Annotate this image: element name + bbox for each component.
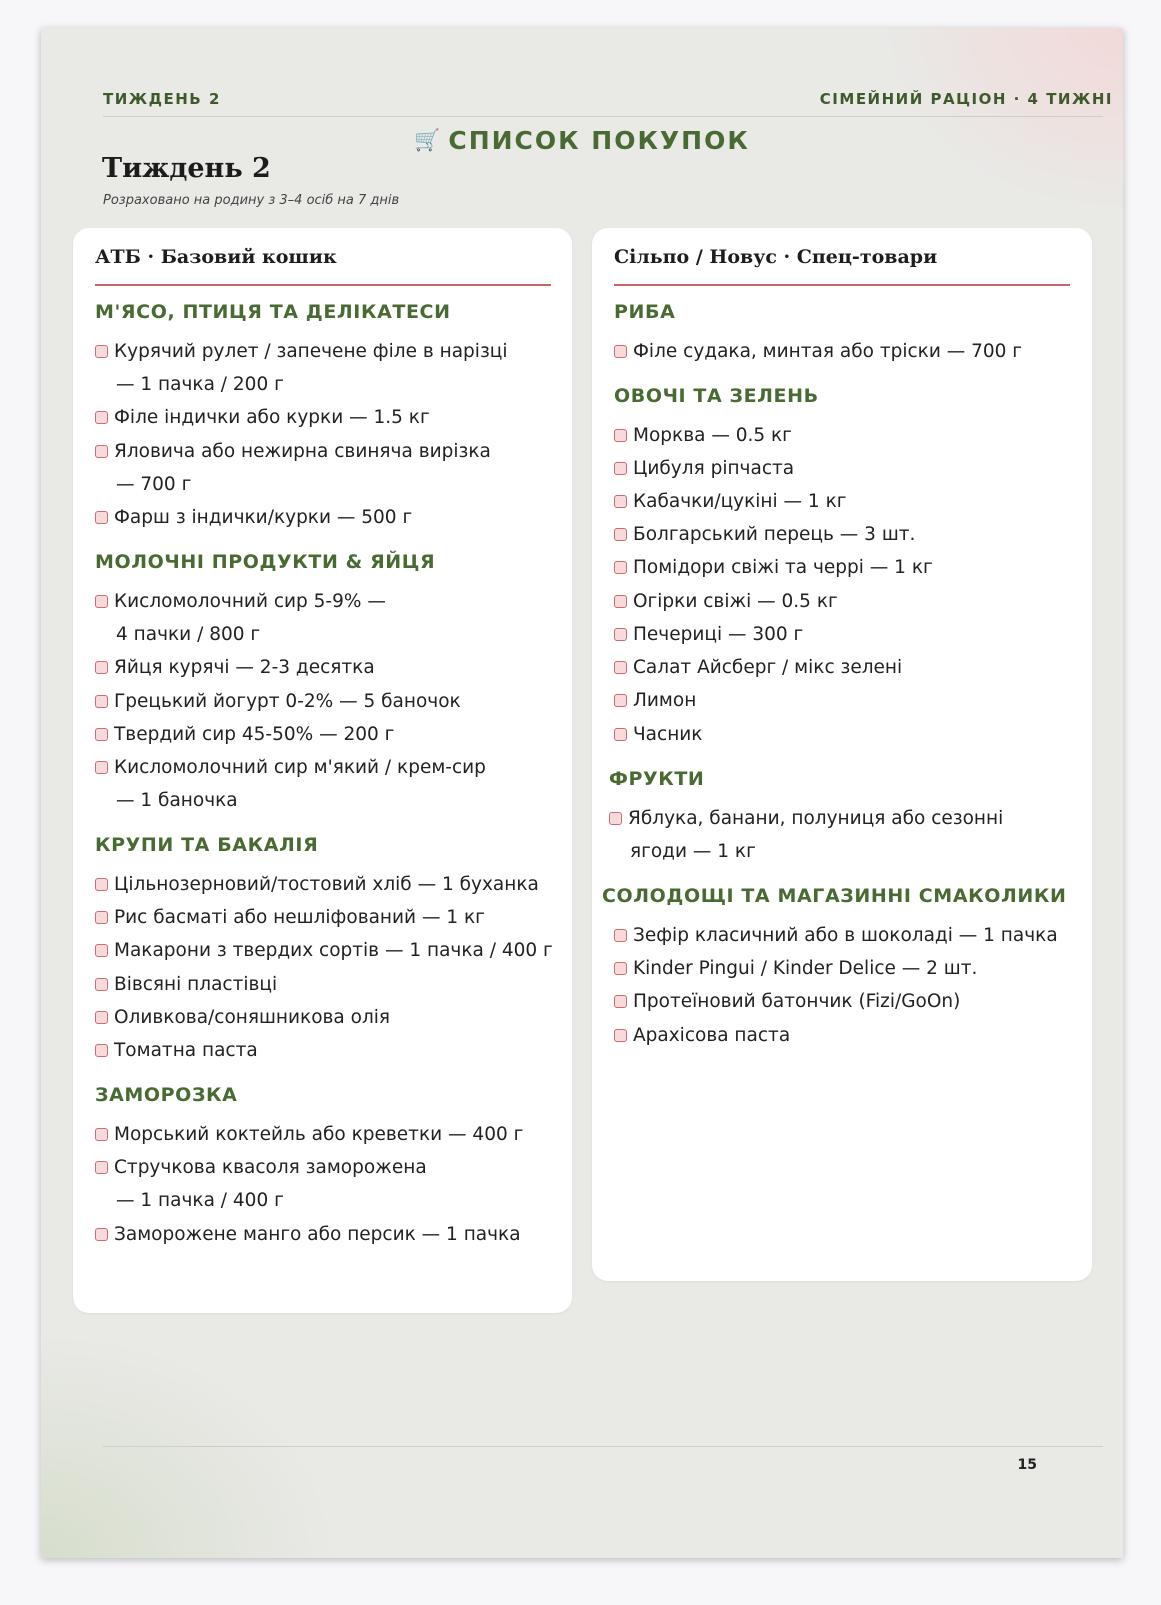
- page-title: [41, 126, 1123, 155]
- checkbox-icon[interactable]: [614, 694, 627, 707]
- checkbox-icon[interactable]: [614, 345, 627, 358]
- checkbox-icon[interactable]: [614, 462, 627, 475]
- section-heading: М'ЯСО, ПТИЦЯ ТА ДЕЛІКАТЕСИ: [95, 301, 451, 323]
- checkbox-icon[interactable]: [95, 345, 108, 358]
- list-item-text: Цільнозерновий/тостовий хліб — 1 буханка: [114, 874, 539, 895]
- card-title-underline: [95, 284, 551, 286]
- checkbox-icon[interactable]: [95, 1161, 108, 1174]
- list-item-text: Часник: [633, 724, 703, 745]
- list-item-continuation: ягоди — 1 кг: [630, 841, 756, 862]
- subtitle: Розраховано на родину з 3–4 осіб на 7 днів: [103, 193, 400, 208]
- list-item[interactable]: [614, 1025, 790, 1046]
- list-item[interactable]: [95, 691, 461, 712]
- checkbox-icon[interactable]: [95, 511, 108, 524]
- checkbox-icon[interactable]: [95, 728, 108, 741]
- running-header-right: СІМЕЙНИЙ РАЦІОН · 4 ТИЖНІ: [819, 90, 1113, 108]
- list-item-continuation: — 1 пачка / 200 г: [116, 374, 284, 395]
- list-item-text: Цибуля ріпчаста: [633, 458, 795, 479]
- list-item[interactable]: [614, 624, 803, 645]
- list-item-text: Макарони з твердих сортів — 1 пачка / 400 г: [114, 940, 553, 961]
- checkbox-icon[interactable]: [614, 429, 627, 442]
- card-title: Сільпо / Новус · Спец-товари: [614, 246, 938, 268]
- shopping-cart-icon: 🛒: [414, 128, 443, 152]
- list-item[interactable]: [95, 657, 375, 678]
- list-item-text: Печериці — 300 г: [633, 624, 804, 645]
- section-heading: ЗАМОРОЗКА: [95, 1084, 238, 1106]
- checkbox-icon[interactable]: [95, 978, 108, 991]
- list-item-continuation: — 1 пачка / 400 г: [116, 1190, 284, 1211]
- list-item-text: Салат Айсберг / мікс зелені: [633, 657, 903, 678]
- week-heading: Тиждень 2: [102, 153, 271, 184]
- section-heading: РИБА: [614, 301, 676, 323]
- list-item-text: Зефір класичний або в шоколаді — 1 пачка: [633, 925, 1058, 946]
- list-item-text: Рис басматі або нешліфований — 1 кг: [114, 907, 485, 928]
- checkbox-icon[interactable]: [95, 944, 108, 957]
- list-item[interactable]: [95, 507, 412, 528]
- list-item-text: Кисломолочний сир м'який / крем-сир: [114, 757, 486, 778]
- list-item-text: Яйця курячі — 2-3 десятка: [114, 657, 375, 678]
- checkbox-icon[interactable]: [95, 661, 108, 674]
- list-item[interactable]: [614, 591, 838, 612]
- checkbox-icon[interactable]: [614, 929, 627, 942]
- list-item-text: Помідори свіжі та черрі — 1 кг: [633, 557, 933, 578]
- list-item[interactable]: [95, 1040, 258, 1061]
- checkbox-icon[interactable]: [614, 995, 627, 1008]
- section-heading: ОВОЧІ ТА ЗЕЛЕНЬ: [614, 385, 819, 407]
- list-item[interactable]: [95, 407, 430, 428]
- list-item[interactable]: [614, 491, 846, 512]
- checkbox-icon[interactable]: [614, 728, 627, 741]
- checkbox-icon[interactable]: [95, 1011, 108, 1024]
- list-item[interactable]: [95, 724, 394, 745]
- checkbox-icon[interactable]: [614, 628, 627, 641]
- document-page: [41, 28, 1123, 1558]
- checkbox-icon[interactable]: [614, 595, 627, 608]
- list-item-text: Філе судака, минтая або тріски — 700 г: [633, 341, 1023, 362]
- list-item[interactable]: [95, 341, 508, 362]
- list-item[interactable]: [614, 557, 933, 578]
- list-item-text: Фарш з індички/курки — 500 г: [114, 507, 413, 528]
- checkbox-icon[interactable]: [609, 812, 622, 825]
- card-title-underline: [614, 284, 1070, 286]
- list-item-text: Стручкова квасоля заморожена: [114, 1157, 427, 1178]
- list-item-text: Грецький йогурт 0-2% — 5 баночок: [114, 691, 461, 712]
- page-number: 15: [1017, 1457, 1037, 1473]
- section-heading: СОЛОДОЩІ ТА МАГАЗИННІ СМАКОЛИКИ: [602, 885, 1067, 907]
- checkbox-icon[interactable]: [614, 661, 627, 674]
- list-item-text: Морський коктейль або креветки — 400 г: [114, 1124, 524, 1145]
- list-item[interactable]: [614, 458, 794, 479]
- list-item[interactable]: [95, 441, 491, 462]
- list-item[interactable]: [95, 1157, 427, 1178]
- list-item[interactable]: [609, 808, 1003, 829]
- list-item-text: Томатна паста: [114, 1040, 258, 1061]
- list-item[interactable]: [95, 1124, 523, 1145]
- list-item-continuation: — 1 баночка: [116, 790, 238, 811]
- checkbox-icon[interactable]: [614, 962, 627, 975]
- list-item[interactable]: [614, 657, 902, 678]
- checkbox-icon[interactable]: [95, 878, 108, 891]
- checkbox-icon[interactable]: [95, 1128, 108, 1141]
- list-item-text: Кабачки/цукіні — 1 кг: [633, 491, 847, 512]
- header-divider: [103, 116, 1103, 117]
- list-item-text: Філе індички або курки — 1.5 кг: [114, 407, 430, 428]
- list-item[interactable]: [614, 524, 915, 545]
- list-item[interactable]: [614, 958, 977, 979]
- checkbox-icon[interactable]: [614, 528, 627, 541]
- list-item[interactable]: [614, 991, 960, 1012]
- list-item-text: Яловича або нежирна свиняча вирізка: [114, 441, 491, 462]
- list-item[interactable]: [614, 724, 702, 745]
- list-item-text: Лимон: [633, 690, 697, 711]
- checkbox-icon[interactable]: [95, 911, 108, 924]
- silpo-novus-card: [592, 228, 1092, 1281]
- card-title: АТБ · Базовий кошик: [95, 246, 337, 268]
- list-item-text: Огірки свіжі — 0.5 кг: [633, 591, 838, 612]
- list-item[interactable]: [95, 874, 539, 895]
- list-item[interactable]: [95, 974, 277, 995]
- list-item-text: Kinder Pingui / Kinder Delice — 2 шт.: [633, 958, 978, 979]
- list-item-text: Яблука, банани, полуниця або сезонні: [628, 808, 1004, 829]
- list-item-text: Заморожене манго або персик — 1 пачка: [114, 1224, 521, 1245]
- checkbox-icon[interactable]: [614, 561, 627, 574]
- list-item-text: Вівсяні пластівці: [114, 974, 278, 995]
- list-item[interactable]: [95, 940, 553, 961]
- list-item[interactable]: [614, 925, 1058, 946]
- list-item[interactable]: [614, 690, 696, 711]
- list-item-text: Твердий сир 45-50% — 200 г: [114, 724, 395, 745]
- list-item[interactable]: [614, 425, 792, 446]
- checkbox-icon[interactable]: [614, 1029, 627, 1042]
- checkbox-icon[interactable]: [95, 411, 108, 424]
- atb-card: [73, 228, 572, 1313]
- list-item[interactable]: [95, 1007, 390, 1028]
- section-heading: ФРУКТИ: [609, 768, 705, 790]
- checkbox-icon[interactable]: [95, 445, 108, 458]
- list-item[interactable]: [614, 341, 1022, 362]
- list-item-text: Курячий рулет / запечене філе в нарізці: [114, 341, 508, 362]
- checkbox-icon[interactable]: [95, 595, 108, 608]
- list-item-text: Оливкова/соняшникова олія: [114, 1007, 391, 1028]
- page-title-text: СПИСОК ПОКУПОК: [448, 126, 750, 155]
- list-item-text: Протеїновий батончик (Fizi/GoOn): [633, 991, 961, 1012]
- footer-divider: [103, 1446, 1103, 1447]
- checkbox-icon[interactable]: [95, 1044, 108, 1057]
- list-item[interactable]: [95, 757, 486, 778]
- list-item-text: Морква — 0.5 кг: [633, 425, 792, 446]
- list-item-text: Кисломолочний сир 5-9% —: [114, 591, 386, 612]
- list-item[interactable]: [95, 1224, 521, 1245]
- list-item[interactable]: [95, 907, 485, 928]
- section-heading: КРУПИ ТА БАКАЛІЯ: [95, 834, 319, 856]
- checkbox-icon[interactable]: [614, 495, 627, 508]
- section-heading: МОЛОЧНІ ПРОДУКТИ & ЯЙЦЯ: [95, 551, 436, 573]
- running-header-left: ТИЖДЕНЬ 2: [103, 90, 221, 108]
- checkbox-icon[interactable]: [95, 1228, 108, 1241]
- list-item-continuation: 4 пачки / 800 г: [116, 624, 261, 645]
- list-item-text: Арахісова паста: [633, 1025, 791, 1046]
- checkbox-icon[interactable]: [95, 695, 108, 708]
- list-item-text: Болгарський перець — 3 шт.: [633, 524, 916, 545]
- list-item[interactable]: [95, 591, 386, 612]
- list-item-continuation: — 700 г: [116, 474, 192, 495]
- checkbox-icon[interactable]: [95, 761, 108, 774]
